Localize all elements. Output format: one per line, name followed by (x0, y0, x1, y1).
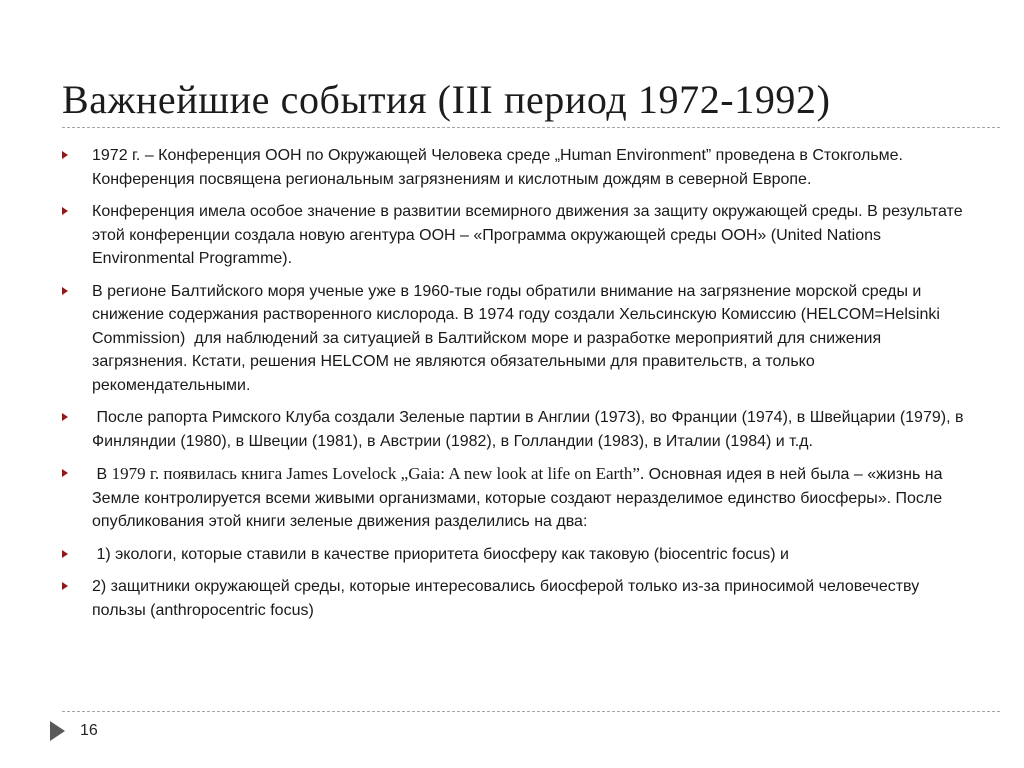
bullet-triangle-icon (62, 550, 68, 558)
slide-title: Важнейшие события (III период 1972-1992) (62, 77, 831, 122)
page-number: 16 (80, 722, 98, 739)
bullet-triangle-icon (62, 469, 68, 477)
bullet-triangle-icon (62, 287, 68, 295)
book-citation: 1979 г. появилась книга James Lovelock „Gaia: A new look at life on Earth”. (111, 464, 645, 483)
bullet-triangle-icon (62, 582, 68, 590)
bullet-text: После рапорта Римского Клуба создали Зеленые партии в Англии (1973), во Франции (1974), в Швейцарии (1979), в Финляндии (1980), в Швеции (1981), в Австрии (1982), в Голландии (1983), в Италии (1984) и т.д. (92, 409, 968, 450)
bullet-text: 1972 г. – Конференция ООН по Окружающей Человека среде „Human Environment” проведена в Стокгольме. Конференция посвящена региональным загрязнениям и кислотным дождям в северной Европе. (92, 147, 908, 188)
bullet-text-suffix: Основная идея в ней была – «жизнь на Земле контролируется всеми живыми организмами, которые создают неразделимое единство биосферы». После опубликования этой книги зеленые движения разделились на два: (92, 466, 947, 530)
bullet-text: 1) экологи, которые ставили в качестве приоритета биосферу как таковую (biocentric focus) и (92, 545, 789, 563)
bullet-text (92, 462, 972, 534)
bullet-item-unep (62, 200, 972, 271)
footer-divider (62, 711, 1000, 712)
bullet-triangle-icon (62, 413, 68, 421)
bullet-item-gaia-book (62, 462, 972, 534)
footer-triangle-icon (50, 721, 65, 741)
bullet-item-helcom (62, 280, 972, 398)
bullet-triangle-icon (62, 207, 68, 215)
bullet-list (62, 144, 972, 631)
bullet-item-green-parties (62, 406, 972, 453)
title-divider (62, 127, 1000, 128)
bullet-triangle-icon (62, 151, 68, 159)
bullet-text: Конференция имела особое значение в развитии всемирного движения за защиту окружающей среды. В результате этой конференции создала новую агентура ООН – «Программа окружающей среды ООН» (United Nations Environmental Programme). (92, 203, 968, 267)
bullet-text-prefix: В (92, 466, 112, 483)
bullet-item-ecologists (62, 543, 972, 567)
bullet-text: 2) защитники окружающей среды, которые интересовались биосферой только из-за приносимой человечеству пользы (anthropocentric focus) (92, 578, 924, 619)
bullet-item-environmentalists (62, 575, 972, 622)
bullet-item-stockholm-1972 (62, 144, 972, 191)
bullet-text: В регионе Балтийского моря ученые уже в 1960-тые годы обратили внимание на загрязнение морской среды и снижение содержания растворенного кислорода. В 1974 году создали Хельсинскую Комиссию (HELCOM=Helsinki Commission) для наблюдений за ситуацией в Балтийском море и разработке мероприятий для снижения загрязнения. Кстати, решения HELCOM не являются обязательными для правительств, а только рекомендательными. (92, 282, 945, 394)
